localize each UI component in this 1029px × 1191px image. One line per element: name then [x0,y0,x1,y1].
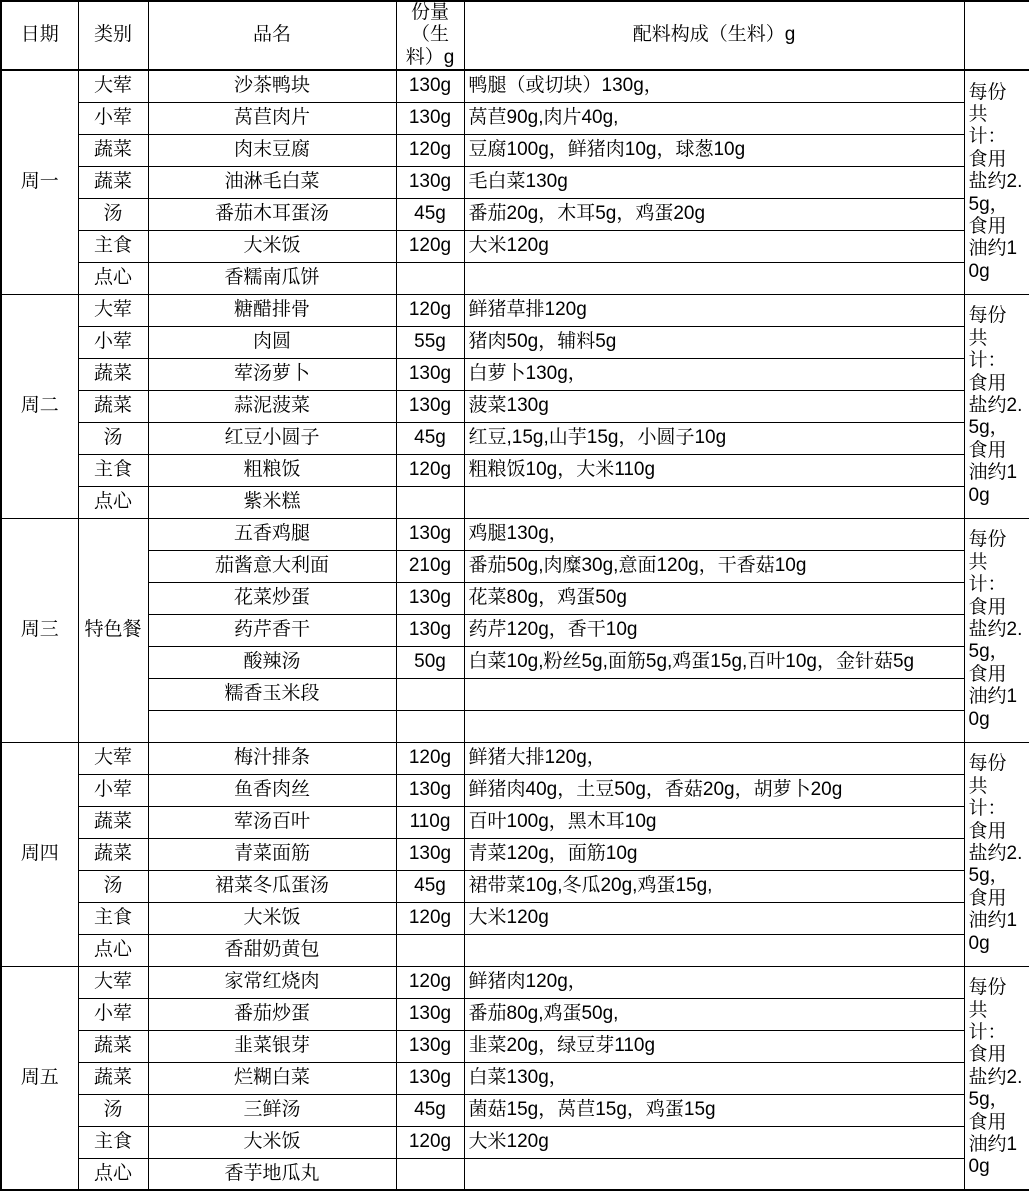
ingredient-composition: 番茄50g,肉糜30g,意面120g，干香菇10g [464,550,964,582]
portion-quantity [396,1158,464,1190]
portion-quantity: 120g [396,966,464,998]
dish-name: 青菜面筋 [148,838,396,870]
table-row [1,262,1029,294]
category-label: 小荤 [78,102,148,134]
portion-quantity: 45g [396,1094,464,1126]
table-row [1,518,1029,550]
category-label: 蔬菜 [78,134,148,166]
table-row [1,1030,1029,1062]
category-label: 点心 [78,1158,148,1190]
category-label: 大荤 [78,966,148,998]
portion-quantity: 130g [396,358,464,390]
table-row [1,710,1029,742]
dish-name: 酸辣汤 [148,646,396,678]
portion-quantity: 130g [396,390,464,422]
table-row [1,742,1029,774]
table-row [1,614,1029,646]
dish-name: 大米饭 [148,1126,396,1158]
daily-seasoning-note: 每份共计：食用盐约2.5g，食用油约10g [964,70,1029,294]
column-header-date: 日期 [1,1,78,70]
table-row [1,902,1029,934]
dish-name: 大米饭 [148,230,396,262]
dish-name: 红豆小圆子 [148,422,396,454]
ingredient-composition: 花菜80g，鸡蛋50g [464,582,964,614]
dish-name: 鱼香肉丝 [148,774,396,806]
table-row [1,1062,1029,1094]
ingredient-composition: 鲜猪肉120g， [464,966,964,998]
portion-quantity: 130g [396,1030,464,1062]
dish-name: 三鲜汤 [148,1094,396,1126]
portion-quantity [396,262,464,294]
category-label: 汤 [78,870,148,902]
portion-quantity: 210g [396,550,464,582]
table-row [1,838,1029,870]
table-row [1,1158,1029,1190]
ingredient-composition: 猪肉50g，辅料5g [464,326,964,358]
dish-name: 番茄炒蛋 [148,998,396,1030]
table-header [1,1,1029,70]
dish-name: 烂糊白菜 [148,1062,396,1094]
dish-name: 荤汤萝卜 [148,358,396,390]
ingredient-composition: 毛白菜130g [464,166,964,198]
dish-name: 肉圆 [148,326,396,358]
portion-quantity: 130g [396,614,464,646]
ingredient-composition: 大米120g [464,902,964,934]
table-row [1,934,1029,966]
day-label: 周二 [1,294,78,518]
portion-quantity: 130g [396,838,464,870]
dish-name: 茄酱意大利面 [148,550,396,582]
ingredient-composition: 番茄20g，木耳5g，鸡蛋20g [464,198,964,230]
table-row [1,230,1029,262]
category-label: 蔬菜 [78,166,148,198]
ingredient-composition: 鲜猪大排120g， [464,742,964,774]
portion-quantity: 45g [396,422,464,454]
table-row [1,70,1029,102]
dish-name: 荤汤百叶 [148,806,396,838]
portion-quantity: 120g [396,230,464,262]
ingredient-composition: 豆腐100g，鲜猪肉10g，球葱10g [464,134,964,166]
ingredient-composition: 鲜猪肉40g，土豆50g，香菇20g，胡萝卜20g [464,774,964,806]
table-row [1,1094,1029,1126]
ingredient-composition [464,710,964,742]
portion-quantity: 120g [396,902,464,934]
day-label: 周五 [1,966,78,1190]
dish-name: 香甜奶黄包 [148,934,396,966]
category-label: 蔬菜 [78,806,148,838]
table-row [1,486,1029,518]
ingredient-composition: 番茄80g,鸡蛋50g, [464,998,964,1030]
category-label: 蔬菜 [78,390,148,422]
dish-name: 韭菜银芽 [148,1030,396,1062]
category-label: 小荤 [78,326,148,358]
portion-quantity: 50g [396,646,464,678]
column-header-quantity: 份量（生料）g [396,1,464,70]
dish-name: 梅汁排条 [148,742,396,774]
ingredient-composition: 白菜10g,粉丝5g,面筋5g,鸡蛋15g,百叶10g，金针菇5g [464,646,964,678]
category-label: 大荤 [78,294,148,326]
portion-quantity: 45g [396,198,464,230]
dish-name: 糯香玉米段 [148,678,396,710]
ingredient-composition [464,678,964,710]
ingredient-composition: 韭菜20g，绿豆芽110g [464,1030,964,1062]
portion-quantity [396,678,464,710]
ingredient-composition [464,262,964,294]
table-row [1,166,1029,198]
daily-seasoning-note: 每份共计：食用盐约2.5g，食用油约10g [964,742,1029,966]
column-header-ingredients: 配料构成（生料）g [464,1,964,70]
portion-quantity: 130g [396,166,464,198]
dish-name: 沙茶鸭块 [148,70,396,102]
ingredient-composition: 白菜130g， [464,1062,964,1094]
category-label: 蔬菜 [78,1030,148,1062]
portion-quantity: 130g [396,998,464,1030]
ingredient-composition: 莴苣90g,肉片40g, [464,102,964,134]
table-row [1,326,1029,358]
category-label: 大荤 [78,742,148,774]
table-row [1,582,1029,614]
portion-quantity [396,934,464,966]
portion-quantity: 120g [396,294,464,326]
dish-name: 肉末豆腐 [148,134,396,166]
category-label: 大荤 [78,70,148,102]
table-row [1,390,1029,422]
ingredient-composition: 鲜猪草排120g [464,294,964,326]
table-row [1,646,1029,678]
category-label: 蔬菜 [78,358,148,390]
table-row [1,966,1029,998]
category-label: 主食 [78,1126,148,1158]
dish-name: 糖醋排骨 [148,294,396,326]
dish-name: 裙菜冬瓜蛋汤 [148,870,396,902]
category-label: 主食 [78,230,148,262]
portion-quantity: 130g [396,518,464,550]
ingredient-composition [464,486,964,518]
category-label: 小荤 [78,774,148,806]
header-row [1,1,1029,70]
category-label: 小荤 [78,998,148,1030]
column-header-category: 类别 [78,1,148,70]
category-label: 汤 [78,1094,148,1126]
ingredient-composition: 红豆,15g,山芋15g，小圆子10g [464,422,964,454]
column-header-item: 品名 [148,1,396,70]
portion-quantity: 120g [396,134,464,166]
table-row [1,198,1029,230]
dish-name: 药芹香干 [148,614,396,646]
dish-name: 家常红烧肉 [148,966,396,998]
daily-seasoning-note: 每份共计：食用盐约2.5g，食用油约10g [964,518,1029,742]
table-row [1,454,1029,486]
ingredient-composition: 药芹120g，香干10g [464,614,964,646]
dish-name: 油淋毛白菜 [148,166,396,198]
portion-quantity [396,710,464,742]
ingredient-composition: 白萝卜130g， [464,358,964,390]
table-row [1,134,1029,166]
ingredient-composition: 菌菇15g，莴苣15g，鸡蛋15g [464,1094,964,1126]
category-label: 主食 [78,902,148,934]
ingredient-composition: 鸡腿130g， [464,518,964,550]
dish-name: 番茄木耳蛋汤 [148,198,396,230]
table-row [1,1126,1029,1158]
daily-seasoning-note: 每份共计：食用盐约2.5g，食用油约10g [964,966,1029,1190]
ingredient-composition: 青菜120g，面筋10g [464,838,964,870]
table-row [1,774,1029,806]
table-row [1,422,1029,454]
day-label: 周三 [1,518,78,742]
table-row [1,678,1029,710]
dish-name: 大米饭 [148,902,396,934]
ingredient-composition [464,934,964,966]
category-label: 汤 [78,422,148,454]
portion-quantity: 120g [396,1126,464,1158]
dish-name: 蒜泥菠菜 [148,390,396,422]
portion-quantity: 130g [396,774,464,806]
ingredient-composition: 大米120g [464,1126,964,1158]
dish-name: 莴苣肉片 [148,102,396,134]
table-row [1,870,1029,902]
portion-quantity: 120g [396,742,464,774]
category-label: 蔬菜 [78,1062,148,1094]
portion-quantity: 130g [396,1062,464,1094]
dish-name: 花菜炒蛋 [148,582,396,614]
dish-name: 五香鸡腿 [148,518,396,550]
portion-quantity: 130g [396,102,464,134]
portion-quantity: 55g [396,326,464,358]
portion-quantity: 130g [396,582,464,614]
table-row [1,550,1029,582]
portion-quantity: 110g [396,806,464,838]
day-label: 周一 [1,70,78,294]
dish-name: 紫米糕 [148,486,396,518]
ingredient-composition: 粗粮饭10g，大米110g [464,454,964,486]
ingredient-composition: 菠菜130g [464,390,964,422]
day-label: 周四 [1,742,78,966]
portion-quantity: 45g [396,870,464,902]
dish-name: 香芋地瓜丸 [148,1158,396,1190]
category-label-merged: 特色餐 [78,518,148,742]
category-label: 点心 [78,486,148,518]
category-label: 点心 [78,262,148,294]
portion-quantity [396,486,464,518]
ingredient-composition: 大米120g [464,230,964,262]
table-row [1,102,1029,134]
portion-quantity: 120g [396,454,464,486]
table-body [1,70,1029,1190]
ingredient-composition: 裙带菜10g,冬瓜20g,鸡蛋15g, [464,870,964,902]
ingredient-composition: 鸭腿（或切块）130g， [464,70,964,102]
category-label: 汤 [78,198,148,230]
category-label: 主食 [78,454,148,486]
ingredient-composition: 百叶100g，黑木耳10g [464,806,964,838]
column-header-note [964,1,1029,70]
portion-quantity: 130g [396,70,464,102]
table-row [1,294,1029,326]
dish-name: 香糯南瓜饼 [148,262,396,294]
table-row [1,806,1029,838]
category-label: 蔬菜 [78,838,148,870]
table-row [1,998,1029,1030]
category-label: 点心 [78,934,148,966]
daily-seasoning-note: 每份共计：食用盐约2.5g，食用油约10g [964,294,1029,518]
dish-name: 粗粮饭 [148,454,396,486]
ingredient-composition [464,1158,964,1190]
dish-name [148,710,396,742]
table-row [1,358,1029,390]
